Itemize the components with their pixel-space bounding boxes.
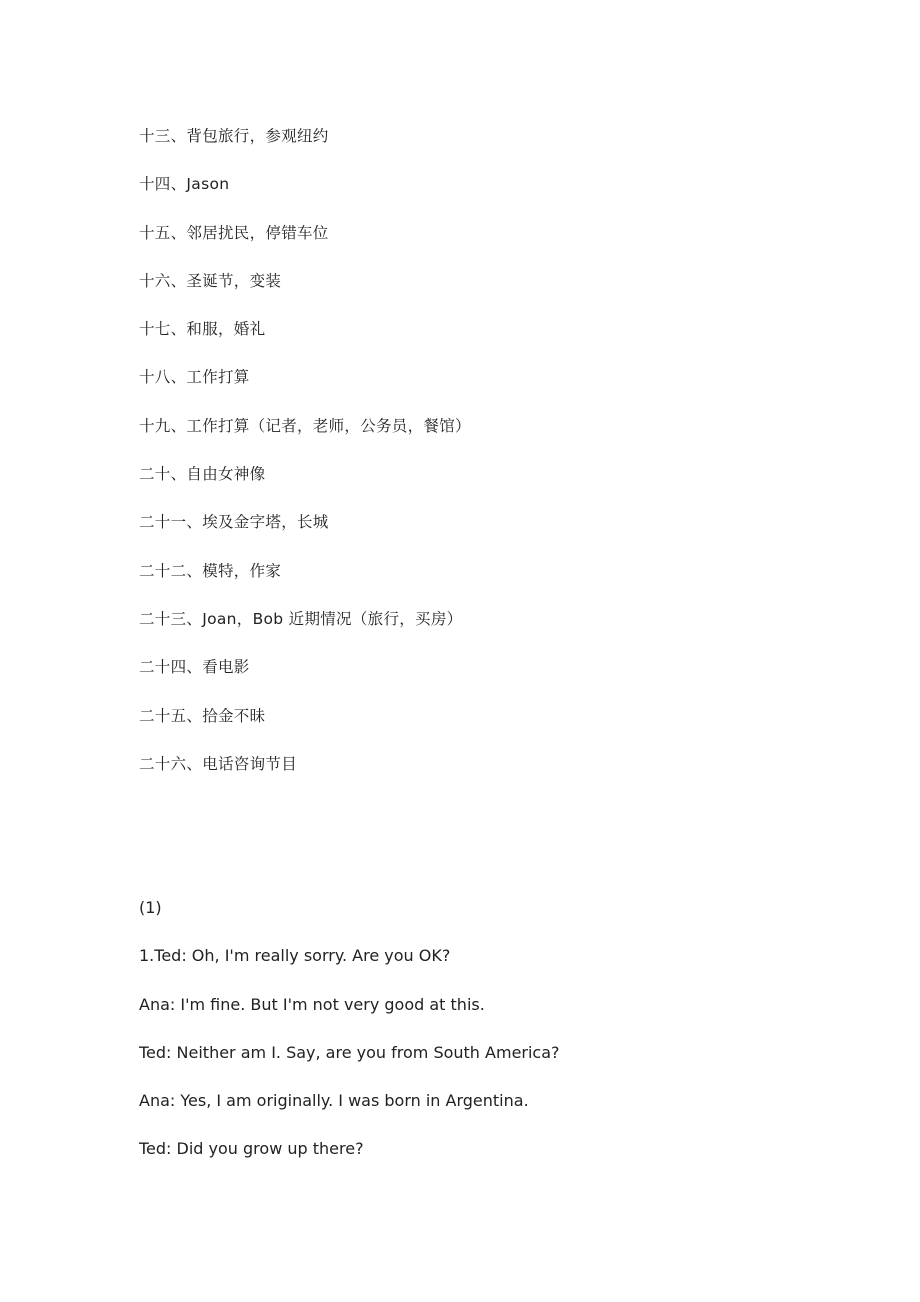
topic-item: 二十四、看电影 <box>139 658 250 677</box>
topic-item: 十八、工作打算 <box>139 368 250 387</box>
topic-item: 十九、工作打算（记者，老师，公务员，餐馆） <box>139 416 471 435</box>
dialogue-line: Ted: Neither am I. Say, are you from South America? <box>139 1042 560 1062</box>
topic-item: 十七、和服，婚礼 <box>139 320 266 339</box>
dialogue-line: Ana: I'm fine. But I'm not very good at this. <box>139 994 485 1014</box>
topic-item: 十五、邻居扰民，停错车位 <box>139 223 329 242</box>
topic-item: 二十三、Joan，Bob 近期情况（旅行，买房） <box>139 609 463 628</box>
dialogue-line: 1.Ted: Oh, I'm really sorry. Are you OK? <box>139 946 451 966</box>
topic-item: 二十二、模特，作家 <box>139 561 282 580</box>
topic-list <box>139 123 471 799</box>
topic-item: 二十五、拾金不昧 <box>139 706 266 725</box>
topic-item: 二十六、电话咨询节目 <box>139 754 298 773</box>
topic-item: 二十、自由女神像 <box>139 465 266 484</box>
topic-item: 十三、背包旅行，参观纽约 <box>139 127 329 145</box>
topic-item: 十四、Jason <box>139 175 230 194</box>
dialogue-line: Ted: Did you grow up there? <box>139 1139 364 1159</box>
section-label: (1) <box>139 898 162 917</box>
topic-item: 二十一、埃及金字塔，长城 <box>139 513 329 532</box>
topic-item: 十六、圣诞节，变装 <box>139 271 282 290</box>
dialogue-section <box>139 895 560 1185</box>
dialogue-line: Ana: Yes, I am originally. I was born in Argentina. <box>139 1091 529 1111</box>
